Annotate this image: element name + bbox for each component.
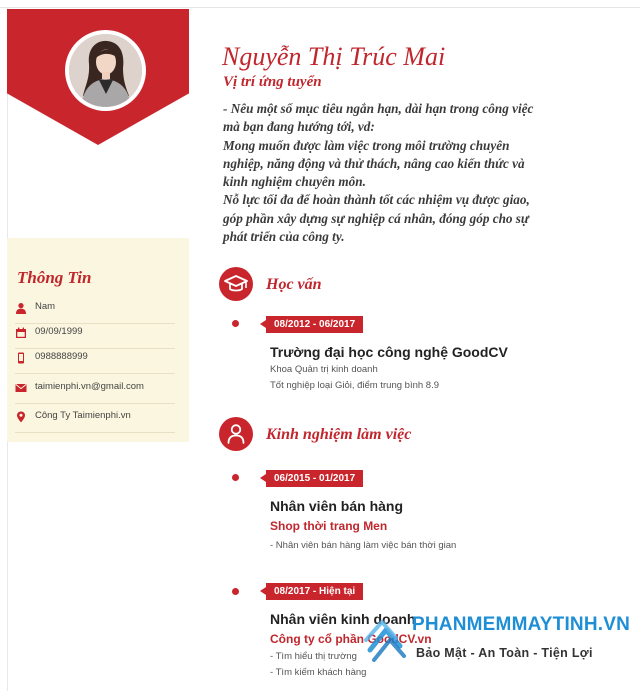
info-phone: 0988888999	[35, 351, 88, 362]
timeline-dot	[232, 474, 239, 481]
education-result: Tốt nghiệp loại Giỏi, điểm trung bình 8.9	[270, 380, 439, 391]
education-period-badge: 08/2012 - 06/2017	[266, 316, 363, 333]
user-icon	[15, 302, 27, 314]
objective-line: nghiệp, năng động và thử thách, nâng cao kiến thức và	[223, 155, 525, 171]
watermark-brand: PHANMEMMAYTINH.VN	[412, 614, 631, 635]
objective-line: mà bạn đang hướng tới, vd:	[223, 119, 375, 135]
experience-section-icon	[219, 417, 253, 451]
objective-line: Mong muốn được làm việc trong môi trường chuyên	[223, 137, 510, 153]
info-row-birthday	[15, 323, 175, 349]
avatar	[69, 34, 142, 107]
career-objective	[223, 100, 603, 246]
watermark-tagline: Bảo Mật - An Toàn - Tiện Lợi	[416, 646, 593, 660]
graduation-cap-icon	[219, 267, 253, 301]
experience-detail: - Nhân viên bán hàng làm việc bán thời gian	[270, 540, 457, 551]
info-row-address	[15, 407, 175, 433]
experience-company: Công ty cổ phần GoodCV.vn	[270, 632, 432, 646]
timeline-dot	[232, 588, 239, 595]
education-major: Khoa Quản trị kinh doanh	[270, 364, 378, 375]
objective-line: góp phần xây dựng sự nghiệp cá nhân, đóng góp cho sự	[223, 210, 529, 226]
top-border	[0, 7, 640, 8]
experience-period-badge: 08/2017 - Hiện tại	[266, 583, 363, 600]
info-title: Thông Tin	[17, 268, 92, 287]
person-icon	[219, 417, 253, 451]
education-title: Học vấn	[266, 276, 322, 293]
info-address: Công Ty Taimienphi.vn	[35, 410, 131, 421]
education-school: Trường đại học công nghệ GoodCV	[270, 344, 508, 360]
info-row-gender	[15, 298, 175, 324]
info-gender: Nam	[35, 301, 56, 312]
experience-role: Nhân viên bán hàng	[270, 498, 404, 514]
experience-title: Kinh nghiệm làm việc	[266, 426, 412, 443]
applied-position: Vị trí ứng tuyển	[223, 74, 322, 90]
objective-line: Nỗ lực tối đa để hoàn thành tốt các nhiệm vụ được giao,	[223, 192, 530, 208]
experience-detail: - Tìm hiểu thị trường	[270, 651, 357, 662]
objective-line: phát triển của công ty.	[223, 229, 345, 245]
experience-period-badge: 06/2015 - 01/2017	[266, 470, 363, 487]
info-birthday: 09/09/1999	[35, 326, 83, 337]
education-section-icon	[219, 267, 253, 301]
objective-line: - Nêu một số mục tiêu ngắn hạn, dài hạn trong công việc	[223, 101, 534, 116]
calendar-icon	[15, 327, 27, 339]
avatar-illustration	[69, 34, 142, 107]
timeline-dot	[232, 320, 239, 327]
watermark-logo-icon	[360, 610, 408, 666]
email-icon	[15, 382, 27, 394]
info-row-phone	[15, 348, 175, 374]
experience-company: Shop thời trang Men	[270, 519, 388, 533]
objective-line: kinh nghiệm chuyên môn.	[223, 174, 366, 190]
experience-detail: - Tìm kiếm khách hàng	[270, 667, 367, 678]
info-email[interactable]: taimienphi.vn@gmail.com	[35, 381, 144, 392]
phone-icon	[15, 352, 27, 364]
experience-role: Nhân viên kinh doanh	[270, 611, 416, 627]
info-row-email[interactable]	[15, 378, 175, 404]
location-icon	[15, 411, 27, 423]
candidate-name: Nguyễn Thị Trúc Mai	[222, 42, 446, 71]
